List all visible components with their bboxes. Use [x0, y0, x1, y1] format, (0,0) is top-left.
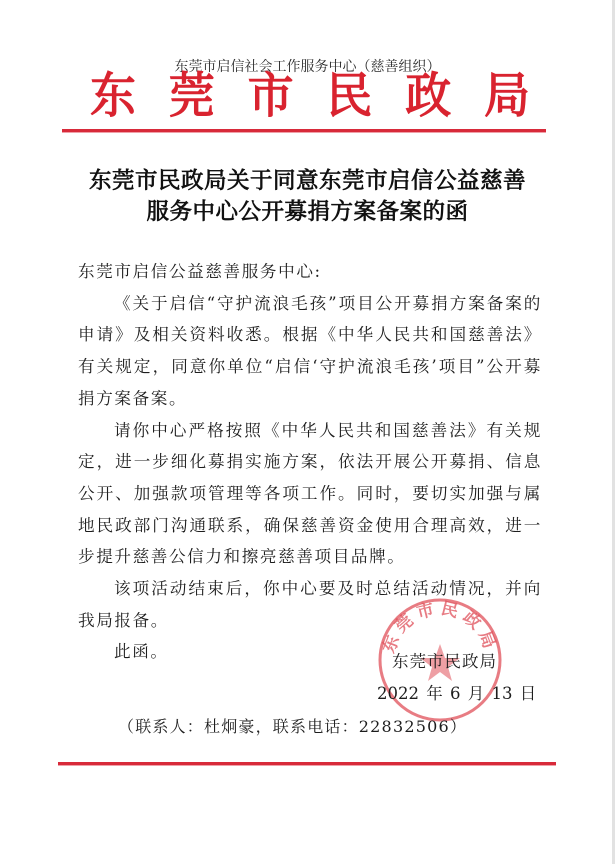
- title-line-2: 服务中心公开募捐方案备案的函: [146, 199, 469, 225]
- organization-line: 东莞市启信社会工作服务中心（慈善组织）: [174, 59, 441, 75]
- title-line-1: 东莞市民政局关于同意东莞市启信公益慈善: [88, 168, 526, 194]
- contact-info: （联系人：杜炯豪，联系电话：22832506）: [118, 717, 468, 736]
- masthead-char: 民: [326, 66, 373, 124]
- masthead-char: 局: [483, 66, 530, 124]
- seal-text: 东莞市民政局: [379, 598, 501, 656]
- addressee: 东莞市启信公益慈善服务中心:: [78, 262, 322, 281]
- masthead: [90, 63, 530, 122]
- closing: 此函。: [114, 642, 169, 662]
- masthead-char: 政: [405, 66, 452, 124]
- paragraph-1: 《关于启信“守护流浪毛孩”项目公开募捐方案备案的申请》及相关资料收悉。根据《中华人民共和国慈善法》有关规定，同意你单位“启信‘守护流浪毛孩’项目”公开募捐方案备案。: [78, 293, 542, 408]
- document-title: [0, 166, 615, 228]
- masthead-char: 东: [90, 66, 136, 124]
- header-divider: [62, 129, 546, 132]
- issuer-signature: 东莞市民政局: [392, 652, 497, 671]
- masthead-char: 莞: [168, 66, 215, 124]
- footer-divider: [58, 762, 556, 765]
- paragraph-3: 该项活动结束后，你中心要及时总结活动情况，并向我局报备。: [78, 579, 542, 630]
- masthead-char: 市: [247, 66, 294, 124]
- issue-date: 2022 年 6 月 13 日: [377, 684, 537, 703]
- paragraph-2: 请你中心严格按照《中华人民共和国慈善法》有关规定，进一步细化募捐实施方案，依法开展公开募捐、信息公开、加强款项管理等各项工作。同时，要切实加强与属地民政部门沟通联系，确保慈善资金使用合理高效，进一步提升慈善公信力和擦亮慈善项目品牌。: [78, 420, 542, 567]
